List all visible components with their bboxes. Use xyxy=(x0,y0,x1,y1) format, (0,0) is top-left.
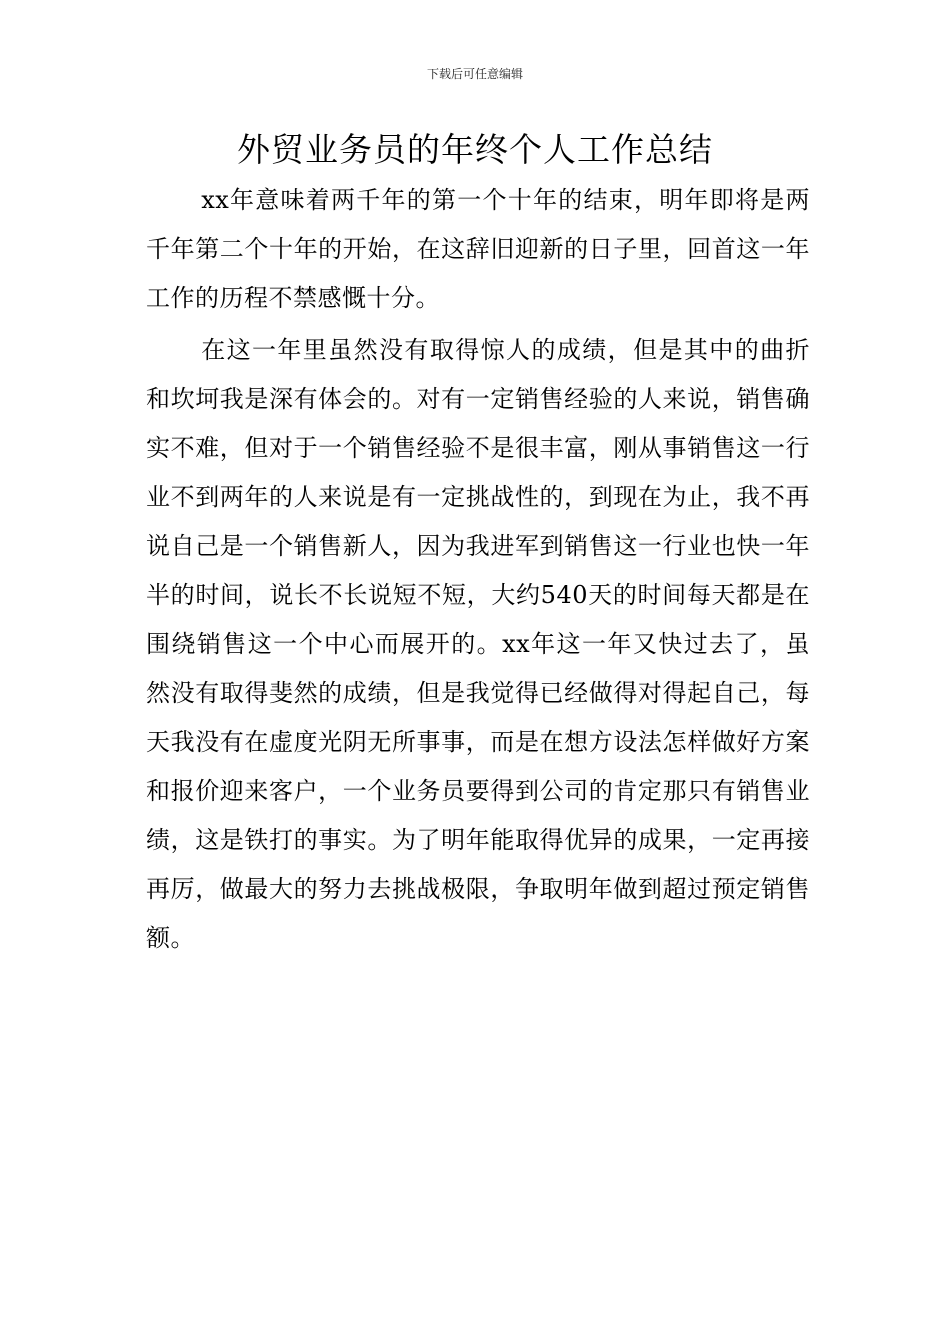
document-title: 外贸业务员的年终个人工作总结 xyxy=(237,130,713,169)
header-note: 下载后可任意编辑 xyxy=(426,67,523,81)
document-body xyxy=(146,176,810,963)
paragraph-2: 在这一年里虽然没有取得惊人的成绩，但是其中的曲折和坎坷我是深有体会的。对有一定销售经验的人来说，销售确实不难，但对于一个销售经验不是很丰富，刚从事销售这一行业不到两年的人来说是有一定挑战性的，到现在为止，我不再说自己是一个销售新人，因为我进军到销售这一行业也快一年半的时间，说长不长说短不短，大约540天的时间每天都是在围绕销售这一个中心而展开的。xx年这一年又快过去了，虽然没有取得斐然的成绩，但是我觉得已经做得对得起自己，每天我没有在虚度光阴无所事事，而是在想方设法怎样做好方案和报价迎来客户，一个业务员要得到公司的肯定那只有销售业绩，这是铁打的事实。为了明年能取得优异的成果，一定再接再厉，做最大的努力去挑战极限，争取明年做到超过预定销售额。 xyxy=(146,336,810,952)
paragraph-1: xx年意味着两千年的第一个十年的结束，明年即将是两千年第二个十年的开始，在这辞旧迎新的日子里，回首这一年工作的历程不禁感慨十分。 xyxy=(146,186,810,312)
